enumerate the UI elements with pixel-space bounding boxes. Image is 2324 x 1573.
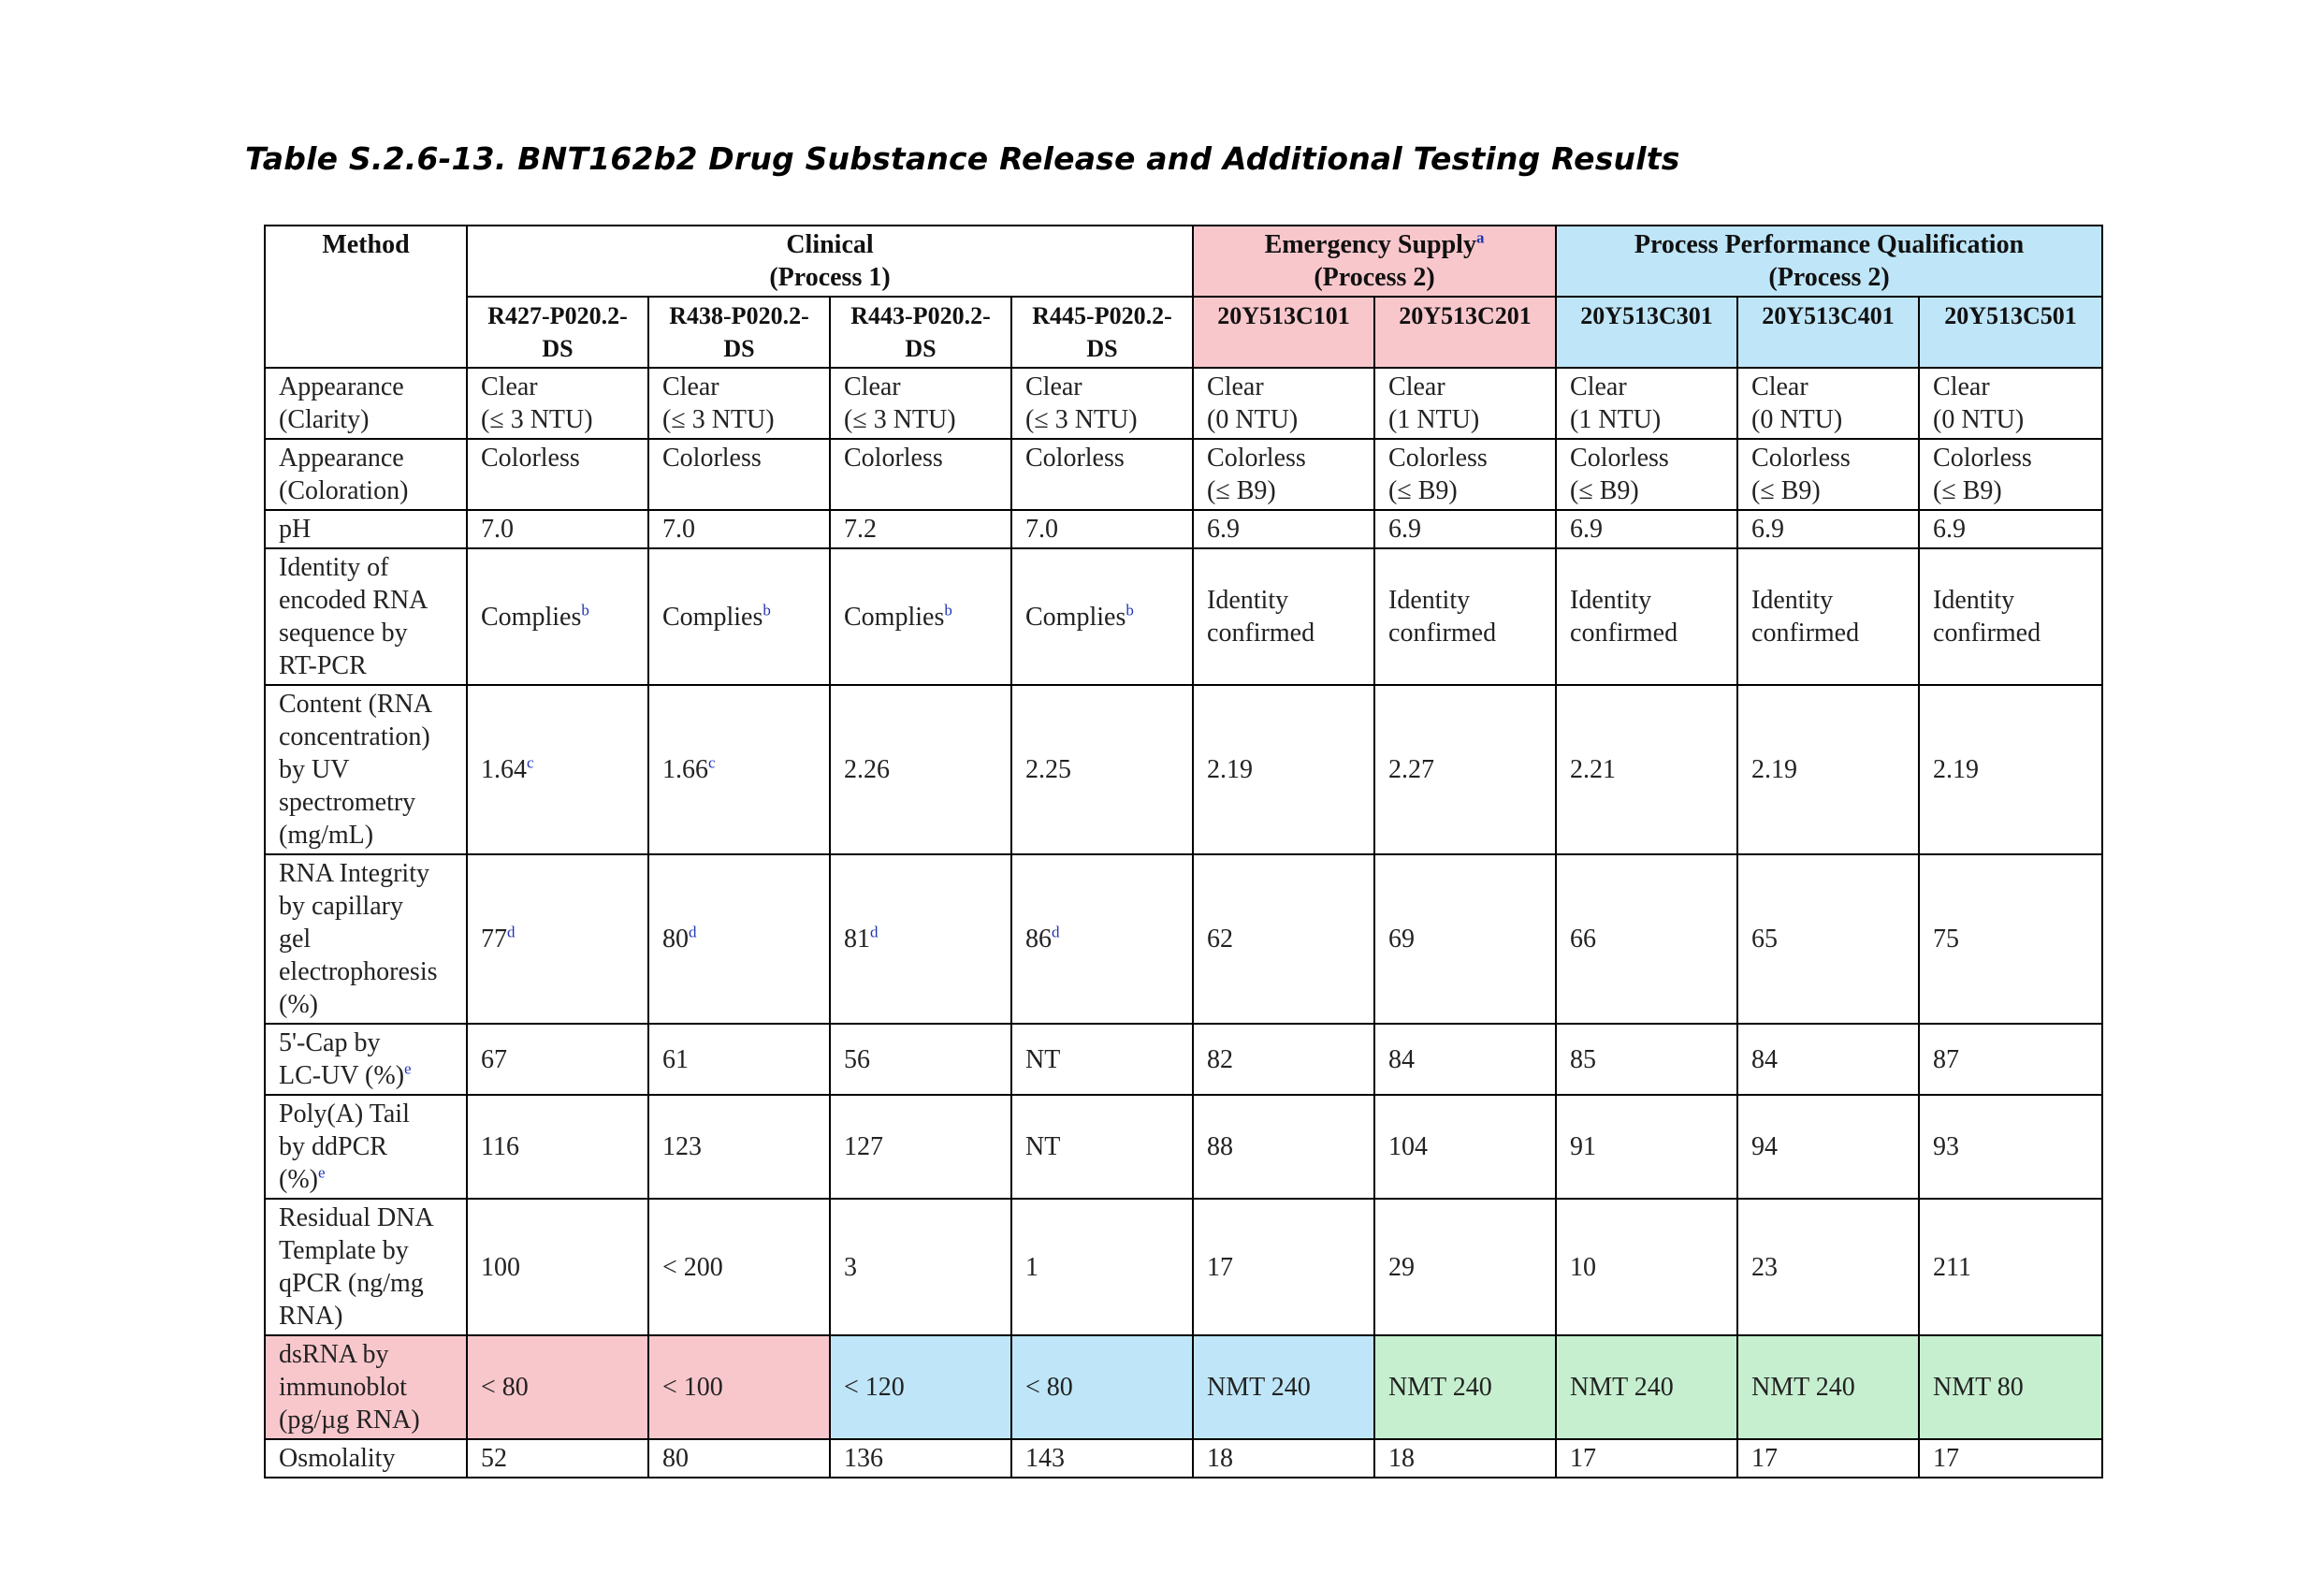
group-header-emergency-supply <box>1193 226 1556 297</box>
result-cell: 143 <box>1011 1439 1193 1478</box>
result-cell: 116 <box>467 1095 648 1199</box>
method-cell: pH <box>265 510 467 548</box>
lot-header: 20Y513C501 <box>1919 297 2102 368</box>
result-cell: Colorless (≤ B9) <box>1919 439 2102 510</box>
group-process: (Process 1) <box>769 263 891 292</box>
lot-header: 20Y513C101 <box>1193 297 1374 368</box>
table-row <box>265 685 2102 854</box>
result-cell: Identity confirmed <box>1193 548 1374 685</box>
result-cell: 75 <box>1919 854 2102 1024</box>
footnote-marker: b <box>763 601 771 619</box>
result-cell: 81$^d$ <box>830 854 1011 1024</box>
table-row <box>265 548 2102 685</box>
result-cell: 91 <box>1556 1095 1737 1199</box>
method-cell: dsRNA by immunoblot (pg/µg RNA) <box>265 1335 467 1439</box>
method-cell: 5'-Cap by LC-UV (%)$^e$ <box>265 1024 467 1095</box>
result-cell: 123 <box>648 1095 830 1199</box>
result-cell: 17 <box>1193 1199 1374 1335</box>
result-cell: 17 <box>1919 1439 2102 1478</box>
result-cell: 2.19 <box>1737 685 1919 854</box>
result-cell: Clear (0 NTU) <box>1919 368 2102 439</box>
result-cell: NMT 240 <box>1374 1335 1556 1439</box>
footnote-marker: c <box>527 753 534 772</box>
result-cell: 77$^d$ <box>467 854 648 1024</box>
result-cell: Clear (≤ 3 NTU) <box>467 368 648 439</box>
result-cell: 80 <box>648 1439 830 1478</box>
result-cell: Identity confirmed <box>1556 548 1737 685</box>
result-cell: Complies$^b$ <box>1011 548 1193 685</box>
result-cell: NMT 240 <box>1193 1335 1374 1439</box>
result-cell: NMT 240 <box>1737 1335 1919 1439</box>
result-cell: 3 <box>830 1199 1011 1335</box>
result-cell: < 80 <box>1011 1335 1193 1439</box>
result-cell: 1.66$^c$ <box>648 685 830 854</box>
group-title: Process Performance Qualification <box>1634 230 2025 259</box>
table-row <box>265 1095 2102 1199</box>
result-cell: Colorless (≤ B9) <box>1193 439 1374 510</box>
method-cell: Content (RNA concentration) by UV spectrometry (mg/mL) <box>265 685 467 854</box>
result-cell: 29 <box>1374 1199 1556 1335</box>
footnote-marker: b <box>944 601 952 619</box>
result-cell: 67 <box>467 1024 648 1095</box>
table-row <box>265 1439 2102 1478</box>
result-cell: < 120 <box>830 1335 1011 1439</box>
table-row <box>265 439 2102 510</box>
table-row <box>265 368 2102 439</box>
table-row <box>265 1024 2102 1095</box>
method-cell: Appearance (Coloration) <box>265 439 467 510</box>
footnote-marker: d <box>1052 923 1060 941</box>
result-cell: 86$^d$ <box>1011 854 1193 1024</box>
group-header-row <box>265 226 2102 297</box>
release-testing-table <box>264 225 2103 1478</box>
result-cell: 2.19 <box>1919 685 2102 854</box>
result-cell: 94 <box>1737 1095 1919 1199</box>
result-cell: Identity confirmed <box>1919 548 2102 685</box>
result-cell: 84 <box>1737 1024 1919 1095</box>
result-cell: NMT 240 <box>1556 1335 1737 1439</box>
table-row <box>265 1335 2102 1439</box>
result-cell: Clear (0 NTU) <box>1193 368 1374 439</box>
result-cell: 2.27 <box>1374 685 1556 854</box>
result-cell: Complies$^b$ <box>648 548 830 685</box>
method-cell: Osmolality <box>265 1439 467 1478</box>
result-cell: 88 <box>1193 1095 1374 1199</box>
result-cell: Colorless <box>1011 439 1193 510</box>
result-cell: 7.0 <box>467 510 648 548</box>
result-cell: 80$^d$ <box>648 854 830 1024</box>
result-cell: 56 <box>830 1024 1011 1095</box>
result-cell: 2.26 <box>830 685 1011 854</box>
result-cell: 65 <box>1737 854 1919 1024</box>
result-cell: 7.2 <box>830 510 1011 548</box>
result-cell: Complies$^b$ <box>830 548 1011 685</box>
result-cell: 23 <box>1737 1199 1919 1335</box>
group-header-ppq <box>1556 226 2102 297</box>
method-cell: RNA Integrity by capillary gel electrophoresis (%) <box>265 854 467 1024</box>
result-cell: Colorless (≤ B9) <box>1374 439 1556 510</box>
result-cell: 18 <box>1193 1439 1374 1478</box>
result-cell: 82 <box>1193 1024 1374 1095</box>
result-cell: Clear (1 NTU) <box>1374 368 1556 439</box>
group-header-clinical <box>467 226 1193 297</box>
result-cell: Colorless <box>648 439 830 510</box>
footnote-marker: b <box>1126 601 1134 619</box>
result-cell: Identity confirmed <box>1737 548 1919 685</box>
footnote-marker: e <box>404 1059 412 1078</box>
result-cell: Complies$^b$ <box>467 548 648 685</box>
method-header: Method <box>265 226 467 368</box>
table-body <box>265 368 2102 1478</box>
result-cell: 66 <box>1556 854 1737 1024</box>
table-row <box>265 854 2102 1024</box>
result-cell: 104 <box>1374 1095 1556 1199</box>
footnote-marker: a <box>1475 228 1485 247</box>
result-cell: 87 <box>1919 1024 2102 1095</box>
result-cell: 211 <box>1919 1199 2102 1335</box>
lot-header: 20Y513C401 <box>1737 297 1919 368</box>
result-cell: 17 <box>1737 1439 1919 1478</box>
method-cell: Residual DNA Template by qPCR (ng/mg RNA) <box>265 1199 467 1335</box>
result-cell: 69 <box>1374 854 1556 1024</box>
result-cell: 18 <box>1374 1439 1556 1478</box>
result-cell: 52 <box>467 1439 648 1478</box>
result-cell: < 200 <box>648 1199 830 1335</box>
result-cell: Colorless <box>830 439 1011 510</box>
result-cell: 61 <box>648 1024 830 1095</box>
method-cell: Poly(A) Tail by ddPCR (%)$^e$ <box>265 1095 467 1199</box>
result-cell: 7.0 <box>648 510 830 548</box>
result-cell: 2.25 <box>1011 685 1193 854</box>
result-cell: NMT 80 <box>1919 1335 2102 1439</box>
result-cell: 93 <box>1919 1095 2102 1199</box>
footnote-marker: e <box>317 1163 326 1182</box>
footnote-marker: b <box>581 601 589 619</box>
result-cell: NT <box>1011 1024 1193 1095</box>
result-cell: Clear (≤ 3 NTU) <box>1011 368 1193 439</box>
result-cell: 1 <box>1011 1199 1193 1335</box>
result-cell: 17 <box>1556 1439 1737 1478</box>
result-cell: 10 <box>1556 1199 1737 1335</box>
lot-header: R427-P020.2- DS <box>467 297 648 368</box>
result-cell: 84 <box>1374 1024 1556 1095</box>
footnote-marker: d <box>689 923 697 941</box>
result-cell: 6.9 <box>1919 510 2102 548</box>
result-cell: 136 <box>830 1439 1011 1478</box>
result-cell: Clear (1 NTU) <box>1556 368 1737 439</box>
result-cell: 2.21 <box>1556 685 1737 854</box>
table-title: Table S.2.6-13. BNT162b2 Drug Substance Release and Additional Testing Results <box>245 140 1680 177</box>
lot-header-row <box>265 297 2102 368</box>
group-process: (Process 2) <box>1314 263 1435 292</box>
result-cell: < 80 <box>467 1335 648 1439</box>
group-title: Emergency Supply <box>1264 230 1476 259</box>
result-cell: Clear (0 NTU) <box>1737 368 1919 439</box>
result-cell: 6.9 <box>1193 510 1374 548</box>
result-cell: 85 <box>1556 1024 1737 1095</box>
result-cell: 127 <box>830 1095 1011 1199</box>
result-cell: 100 <box>467 1199 648 1335</box>
result-cell: 1.64$^c$ <box>467 685 648 854</box>
lot-header: 20Y513C201 <box>1374 297 1556 368</box>
table-row <box>265 510 2102 548</box>
result-cell: Clear (≤ 3 NTU) <box>648 368 830 439</box>
footnote-marker: d <box>870 923 879 941</box>
method-cell: Identity of encoded RNA sequence by RT-PCR <box>265 548 467 685</box>
lot-header: R438-P020.2- DS <box>648 297 830 368</box>
result-cell: 2.19 <box>1193 685 1374 854</box>
result-cell: 62 <box>1193 854 1374 1024</box>
lot-header: R445-P020.2- DS <box>1011 297 1193 368</box>
result-cell: NT <box>1011 1095 1193 1199</box>
result-cell: Clear (≤ 3 NTU) <box>830 368 1011 439</box>
result-cell: < 100 <box>648 1335 830 1439</box>
footnote-marker: c <box>708 753 716 772</box>
result-cell: Colorless (≤ B9) <box>1737 439 1919 510</box>
result-cell: Colorless <box>467 439 648 510</box>
lot-header: R443-P020.2- DS <box>830 297 1011 368</box>
group-process: (Process 2) <box>1768 263 1890 292</box>
group-title: Clinical <box>786 230 874 259</box>
lot-header: 20Y513C301 <box>1556 297 1737 368</box>
result-cell: 6.9 <box>1556 510 1737 548</box>
result-cell: Colorless (≤ B9) <box>1556 439 1737 510</box>
result-cell: 7.0 <box>1011 510 1193 548</box>
method-cell: Appearance (Clarity) <box>265 368 467 439</box>
footnote-marker: d <box>507 923 516 941</box>
table-row <box>265 1199 2102 1335</box>
result-cell: 6.9 <box>1737 510 1919 548</box>
result-cell: Identity confirmed <box>1374 548 1556 685</box>
result-cell: 6.9 <box>1374 510 1556 548</box>
